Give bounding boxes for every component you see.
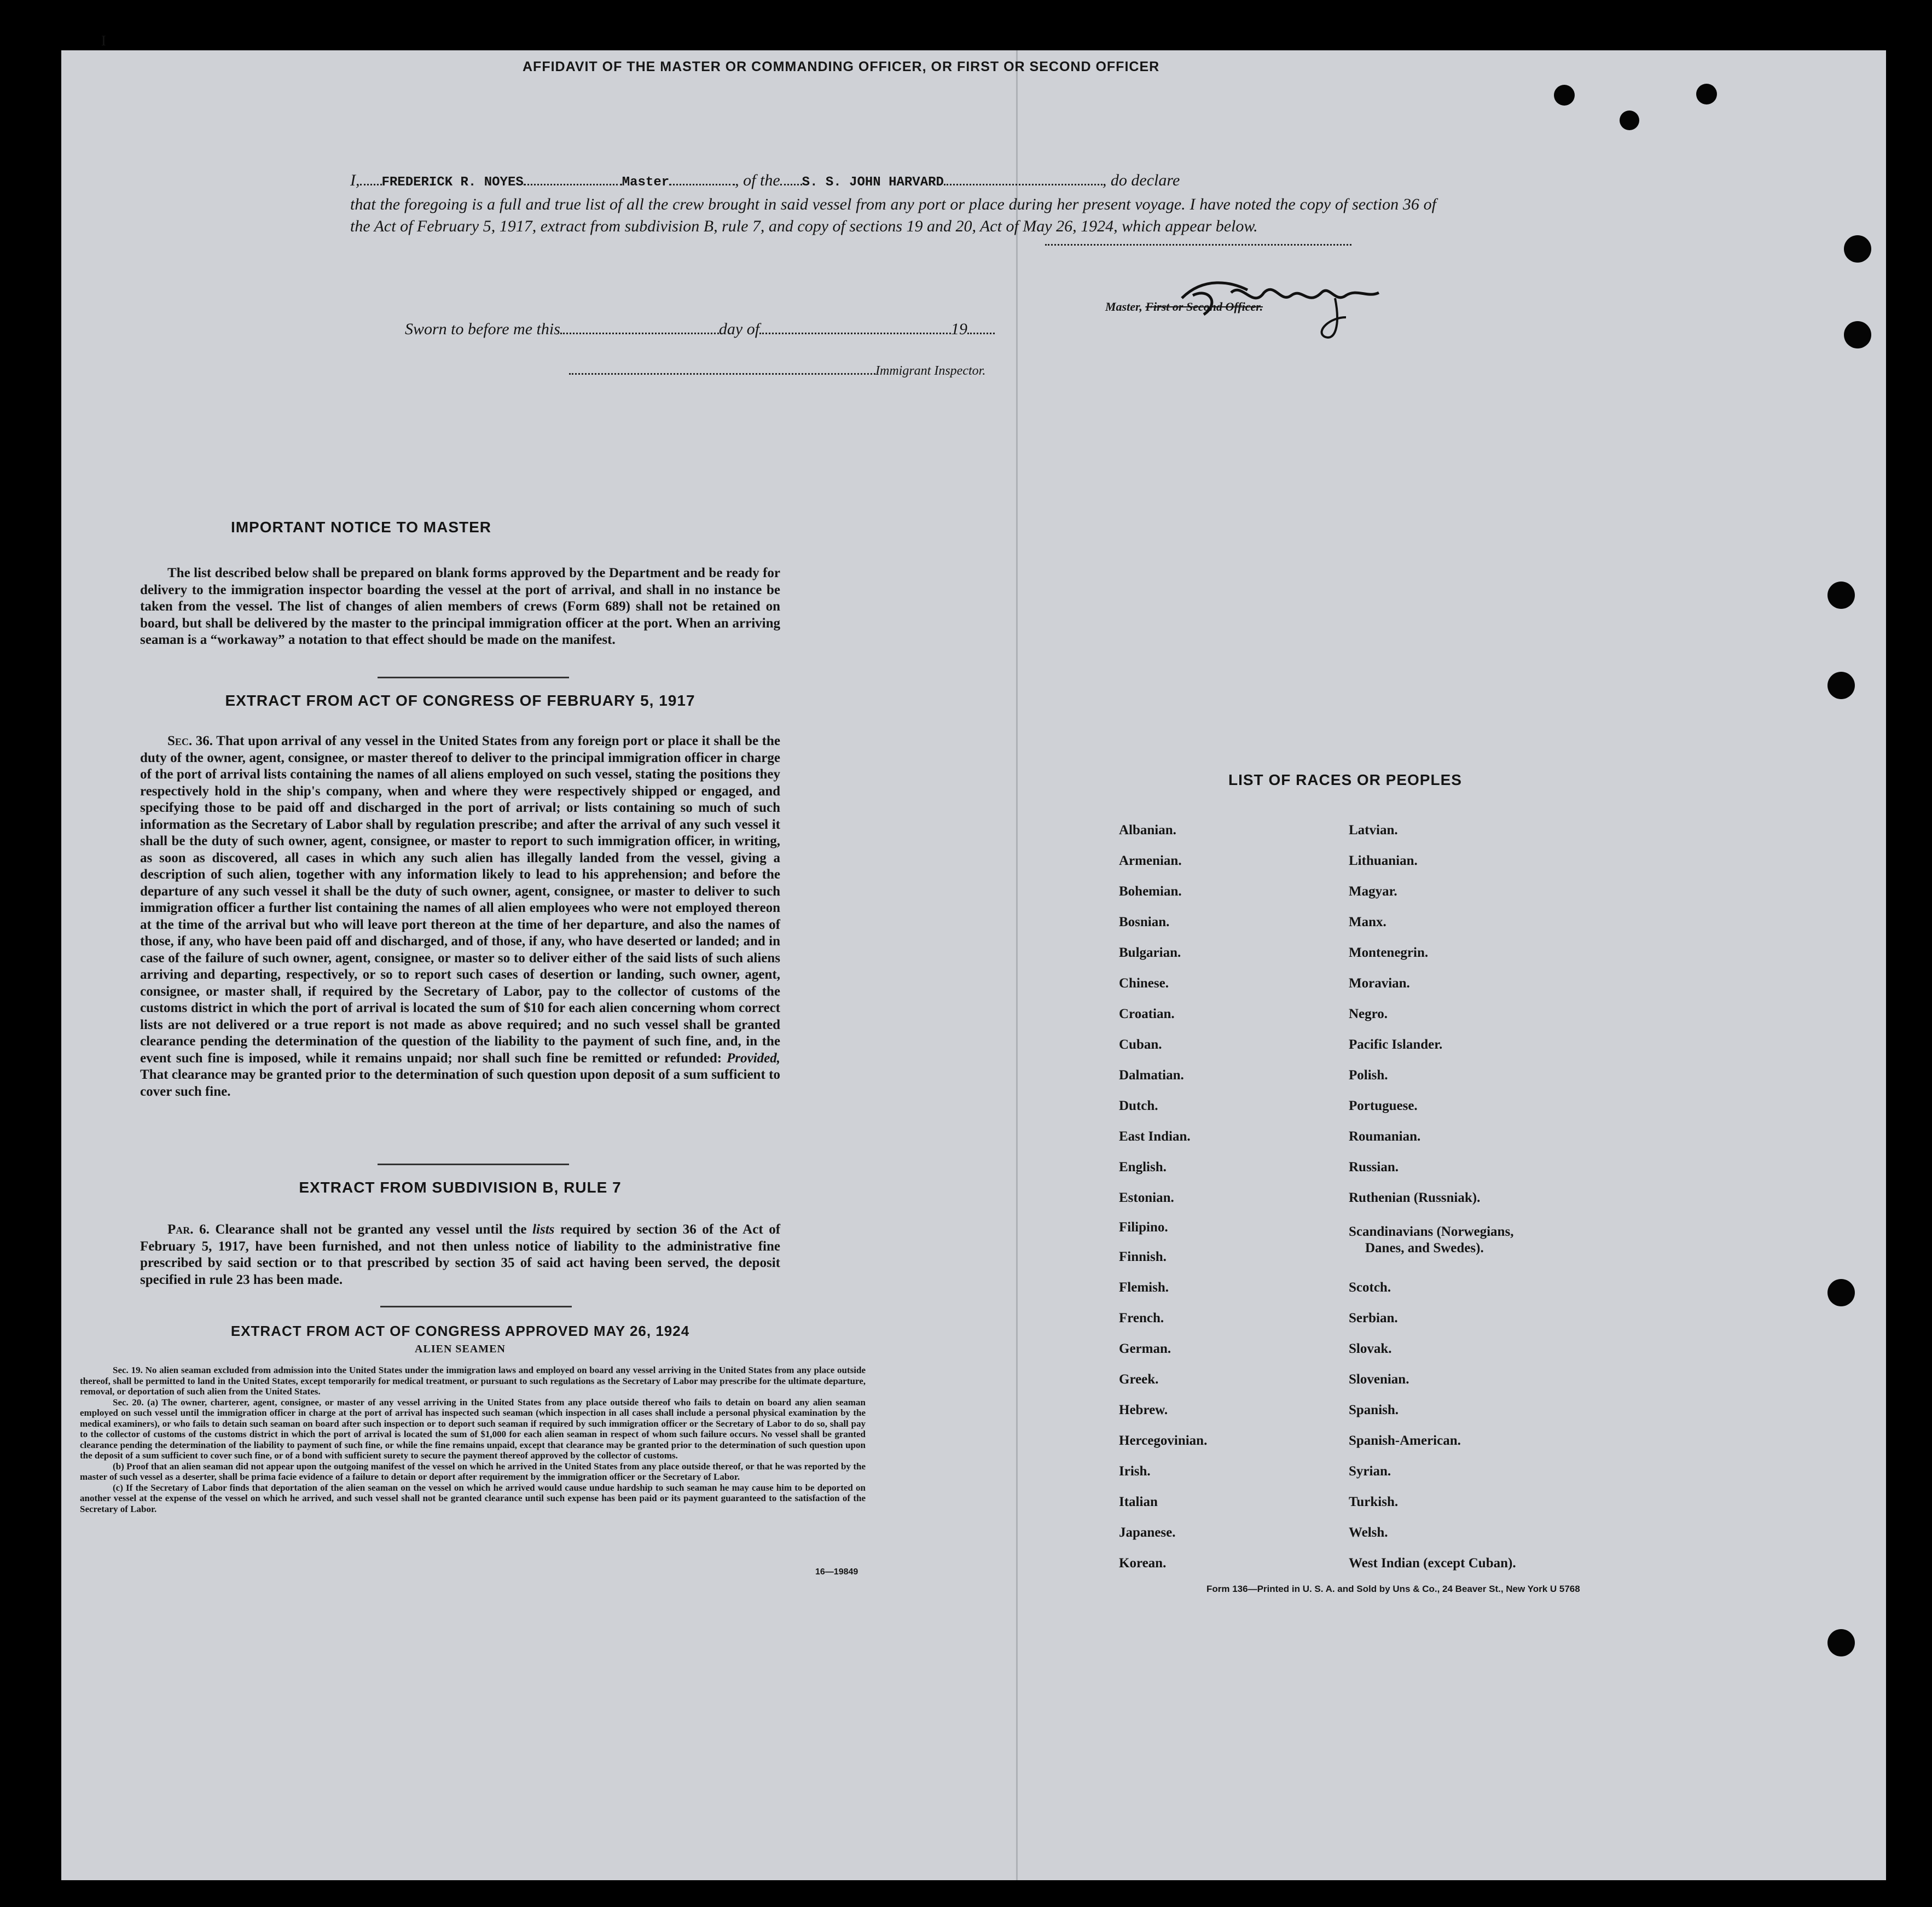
race-item: Irish. — [1119, 1464, 1151, 1479]
race-item: Turkish. — [1349, 1495, 1399, 1509]
notice-body: The list described below shall be prepared on blank forms approved by the Department and be ready for delivery to the immigration inspector boarding the vessel at the port of arrival, and shall in no instance be taken from the vessel. The list of changes of alien members of crews (Form 689) shall not be retained on board, but shall be delivered by the master to the principal immigration officer at the port. When an arriving seaman is a “workaway” a notation to that effect should be made on the manifest. — [140, 566, 780, 647]
race-item: Hebrew. — [1119, 1403, 1168, 1417]
race-item: Slovak. — [1349, 1341, 1392, 1356]
inspector-label: Immigrant Inspector. — [875, 364, 986, 378]
rule-7-title: EXTRACT FROM SUBDIVISION B, RULE 7 — [299, 1179, 622, 1196]
page-fold — [1016, 50, 1018, 1880]
race-item: Latvian. — [1349, 823, 1398, 838]
race-item: Pacific Islander. — [1349, 1037, 1443, 1052]
declaration-text: that the foregoing is a full and true list of all the crew brought in said vessel from any port or place during her present voyage. I have noted the copy of section 36 of the Act of February 5, 1917, extract from subdivision B, rule 7, and copy of sections 19 and 20, Act of May 26, 1924, which appear below. — [350, 195, 1436, 235]
signature-line — [1045, 244, 1351, 246]
punch-hole — [1844, 321, 1871, 348]
race-item: Estonian. — [1119, 1190, 1174, 1205]
inspector-line — [569, 364, 985, 379]
race-item: Slovenian. — [1349, 1372, 1409, 1387]
sec-36-body: That upon arrival of any vessel in the United States from any foreign port or place it shall be the duty of the owner, agent, consignee, or master thereof to deliver to the principal immigration officer in charge of the port of arrival lists containing the names of all aliens employed on such vessel, stating the positions they respectively hold in the ship's company, when and where they were respectively shipped or engaged, and specifying those to be paid off and discharged in the port of arrival; or lists containing so much of such information as the Secretary of Labor shall by regulation prescribe; and after the arrival of any such vessel it shall be the duty of such owner, agent, consignee, or master to report to such immigration officer, in writing, as soon as discovered, all cases in which any such alien has illegally landed from the vessel, giving a description of such alien, together with any information likely to lead to his apprehension; and before the departure of any such vessel it shall be the duty of such owner, agent, consignee, or master to deliver to such immigration officer a further list containing the names of all alien employees who were not employed thereon at the time of the arrival but who will leave port thereon at the time of her departure, and also the names of those, if any, who have been paid off and discharged, and of those, if any, who have deserted or landed; and in case of the failure of such owner, agent, consignee, or master so to deliver either of the said lists of such aliens arriving and departing, respectively, or so to report such cases of desertion or landing, such owner, agent, consignee, or master shall, if required by the Secretary of Labor, pay to the collector of customs of the customs district in which the port of arrival is located the sum of $10 for each alien concerning whom correct lists are not delivered or a true report is not made as above required; and no such vessel shall be granted clearance pending the determination of the question of the liability to the payment of such fine, and, in the event such fine is imposed, while it remains unpaid; nor shall such fine be remitted or refunded: — [140, 734, 780, 1066]
race-item: French. — [1119, 1311, 1164, 1325]
master-rank: Master — [622, 175, 670, 190]
extract-1917-title: EXTRACT FROM ACT OF CONGRESS OF FEBRUARY 5, 1917 — [225, 692, 695, 709]
race-item: Manx. — [1349, 915, 1386, 929]
rule-7-text — [140, 1222, 780, 1288]
sec-20b-text: (b) Proof that an alien seaman did not appear upon the outgoing manifest of the vessel on which he arrived in the United States from any place outside thereof, or that he was reported by the master of such vessel as a deserter, shall be prima facie evidence of a failure to detain or deport after requirement by the immigration officer or the Secretary of Labor. — [80, 1461, 866, 1482]
year-prefix: 19 — [951, 320, 968, 338]
race-item: Russian. — [1349, 1160, 1399, 1175]
race-item: Bosnian. — [1119, 915, 1170, 929]
race-item: Welsh. — [1349, 1525, 1388, 1540]
sec-20c-text: (c) If the Secretary of Labor finds that deportation of the alien seaman on the vessel on which he arrived would cause undue hardship to such seaman he may cause him to be deported on another vessel at the expense of the vessel on which he arrived, and such vessel shall not be granted clearance until such expense has been paid or its payment guaranteed to the satisfaction of the Secretary of Labor. — [80, 1482, 866, 1514]
race-item: Albanian. — [1119, 823, 1176, 838]
sec-36-tail: That clearance may be granted prior to the determination of such question upon deposit of a sum sufficient to cover such fine. — [140, 1067, 780, 1099]
race-item: German. — [1119, 1341, 1171, 1356]
par-6-tail: required by section 36 of the Act of February 5, 1917, have been furnished, and not then unless notice of liability to the administrative fine prescribed by said section or to that prescribed by section 35 of said act having been served, the deposit specified in rule 23 has been made. — [140, 1222, 781, 1287]
notice-title: IMPORTANT NOTICE TO MASTER — [230, 519, 492, 536]
sworn-line — [405, 320, 995, 339]
affidavit-declaration — [350, 170, 1444, 237]
race-item: Ruthenian (Russniak). — [1349, 1190, 1481, 1205]
race-item: Scotch. — [1349, 1280, 1391, 1295]
race-item: Armenian. — [1119, 853, 1182, 868]
race-item: East Indian. — [1119, 1129, 1191, 1144]
race-item: Moravian. — [1349, 976, 1410, 991]
document-number: 16—19849 — [815, 1567, 858, 1577]
day-of-text: day of — [718, 320, 760, 338]
punch-hole — [1554, 85, 1575, 106]
race-item: English. — [1119, 1160, 1167, 1175]
extract-1917-text — [140, 733, 780, 1100]
form-print-note: Form 136—Printed in U. S. A. and Sold by Uns & Co., 24 Beaver St., New York U 5768 — [1206, 1584, 1580, 1594]
race-item: Polish. — [1349, 1068, 1388, 1083]
race-item: Filipino. — [1119, 1220, 1168, 1235]
race-item: Spanish. — [1349, 1403, 1399, 1417]
punch-hole — [1827, 672, 1855, 699]
punch-hole — [1827, 582, 1855, 609]
sec-20a-text: Sec. 20. (a) The owner, charterer, agent, consignee, or master of any vessel arriving in the United States from any place outside thereof who fails to detain on board any alien seaman employed on such vessel until the immigration officer in charge at the port of arrival has inspected such seaman (which inspection in all cases shall include a personal physical examination by the medical examiners), or who fails to detain such seaman on board after such inspection or to deport such seaman if required by such immigration officer or the Secretary of Labor to do so, shall pay to the collector of customs of the customs district in which the port of arrival is located the sum of $1,000 for each alien seaman in respect of whom such failure occurs. No vessel shall be granted clearance pending the determination of the liability to payment of such fine, or while the fine remains unpaid, except that clearance may be granted prior to the determination of such question upon the deposit of a sum sufficient to cover such fine, or of a bond with sufficient surety to secure the payment thereof approved by the collector of customs. — [80, 1397, 866, 1461]
sig-label-master: Master, — [1105, 300, 1142, 313]
extract-1924-title: EXTRACT FROM ACT OF CONGRESS APPROVED MAY 26, 1924 — [230, 1323, 690, 1339]
race-item: Negro. — [1349, 1007, 1388, 1021]
race-item: Chinese. — [1119, 976, 1169, 991]
section-divider — [378, 677, 569, 678]
race-item: Spanish-American. — [1349, 1433, 1461, 1448]
race-item: Greek. — [1119, 1372, 1159, 1387]
section-divider — [380, 1306, 572, 1307]
signature-caption — [1105, 300, 1263, 314]
section-divider — [378, 1164, 569, 1165]
race-item: Korean. — [1119, 1556, 1167, 1571]
race-item: Japanese. — [1119, 1525, 1176, 1540]
extract-1924-text — [80, 1365, 866, 1514]
par-6-body: Clearance shall not be granted any vessel until the — [215, 1222, 527, 1237]
race-item: Finnish. — [1119, 1249, 1167, 1264]
race-item: Magyar. — [1349, 884, 1397, 899]
notice-text — [140, 565, 780, 649]
alien-seamen-subtitle: ALIEN SEAMEN — [415, 1343, 506, 1355]
provided-word: Provided, — [727, 1050, 781, 1066]
punch-hole — [1696, 84, 1717, 104]
race-item: Bulgarian. — [1119, 945, 1181, 960]
par-6-label: Par. 6. — [167, 1222, 210, 1237]
vessel-name: S. S. JOHN HARVARD — [802, 175, 944, 190]
sworn-text: Sworn to before me this — [405, 320, 560, 338]
race-item: West Indian (except Cuban). — [1349, 1556, 1516, 1571]
sec-19-text: Sec. 19. No alien seaman excluded from admission into the United States under the immigration laws and employed on board any vessel arriving in the United States from any place outside thereof, shall be permitted to land in the United States, except temporarily for medical treatment, or pursuant to such regulations as the Secretary of Labor may prescribe for the ultimate departure, removal, or deportation of such alien from the United States. — [80, 1365, 866, 1397]
race-item: Hercegovinian. — [1119, 1433, 1208, 1448]
race-item: Bohemian. — [1119, 884, 1182, 899]
i-label: I, — [350, 171, 360, 189]
affidavit-title: AFFIDAVIT OF THE MASTER OR COMMANDING OFFICER, OR FIRST OR SECOND OFFICER — [523, 59, 1160, 74]
race-item: Scandinavians (Norwegians, — [1349, 1224, 1514, 1239]
races-title: LIST OF RACES OR PEOPLES — [1228, 771, 1462, 788]
race-item: Montenegrin. — [1349, 945, 1429, 960]
punch-hole — [1844, 235, 1871, 263]
punch-hole — [1827, 1629, 1855, 1656]
punch-hole — [1827, 1279, 1855, 1306]
race-item: Portuguese. — [1349, 1098, 1418, 1113]
race-item: Serbian. — [1349, 1311, 1398, 1325]
race-item: Italian — [1119, 1495, 1158, 1509]
race-item: Dalmatian. — [1119, 1068, 1184, 1083]
race-item: Lithuanian. — [1349, 853, 1418, 868]
race-item: Cuban. — [1119, 1037, 1162, 1052]
race-item: Danes, and Swedes). — [1365, 1241, 1484, 1255]
master-name: FREDERICK R. NOYES — [381, 175, 524, 190]
race-item: Flemish. — [1119, 1280, 1169, 1295]
punch-hole — [1620, 111, 1639, 130]
race-item: Dutch. — [1119, 1098, 1158, 1113]
race-item: Syrian. — [1349, 1464, 1391, 1479]
of-the-label: , of the — [735, 171, 780, 189]
page-marker: I — [101, 33, 106, 49]
race-item: Roumanian. — [1349, 1129, 1421, 1144]
sig-label-struck: First or Second Officer. — [1145, 300, 1263, 313]
sec-36-label: Sec. 36. — [167, 734, 213, 748]
lists-word: lists — [532, 1222, 555, 1237]
race-item: Croatian. — [1119, 1007, 1175, 1021]
do-declare-label: , do declare — [1102, 171, 1180, 189]
